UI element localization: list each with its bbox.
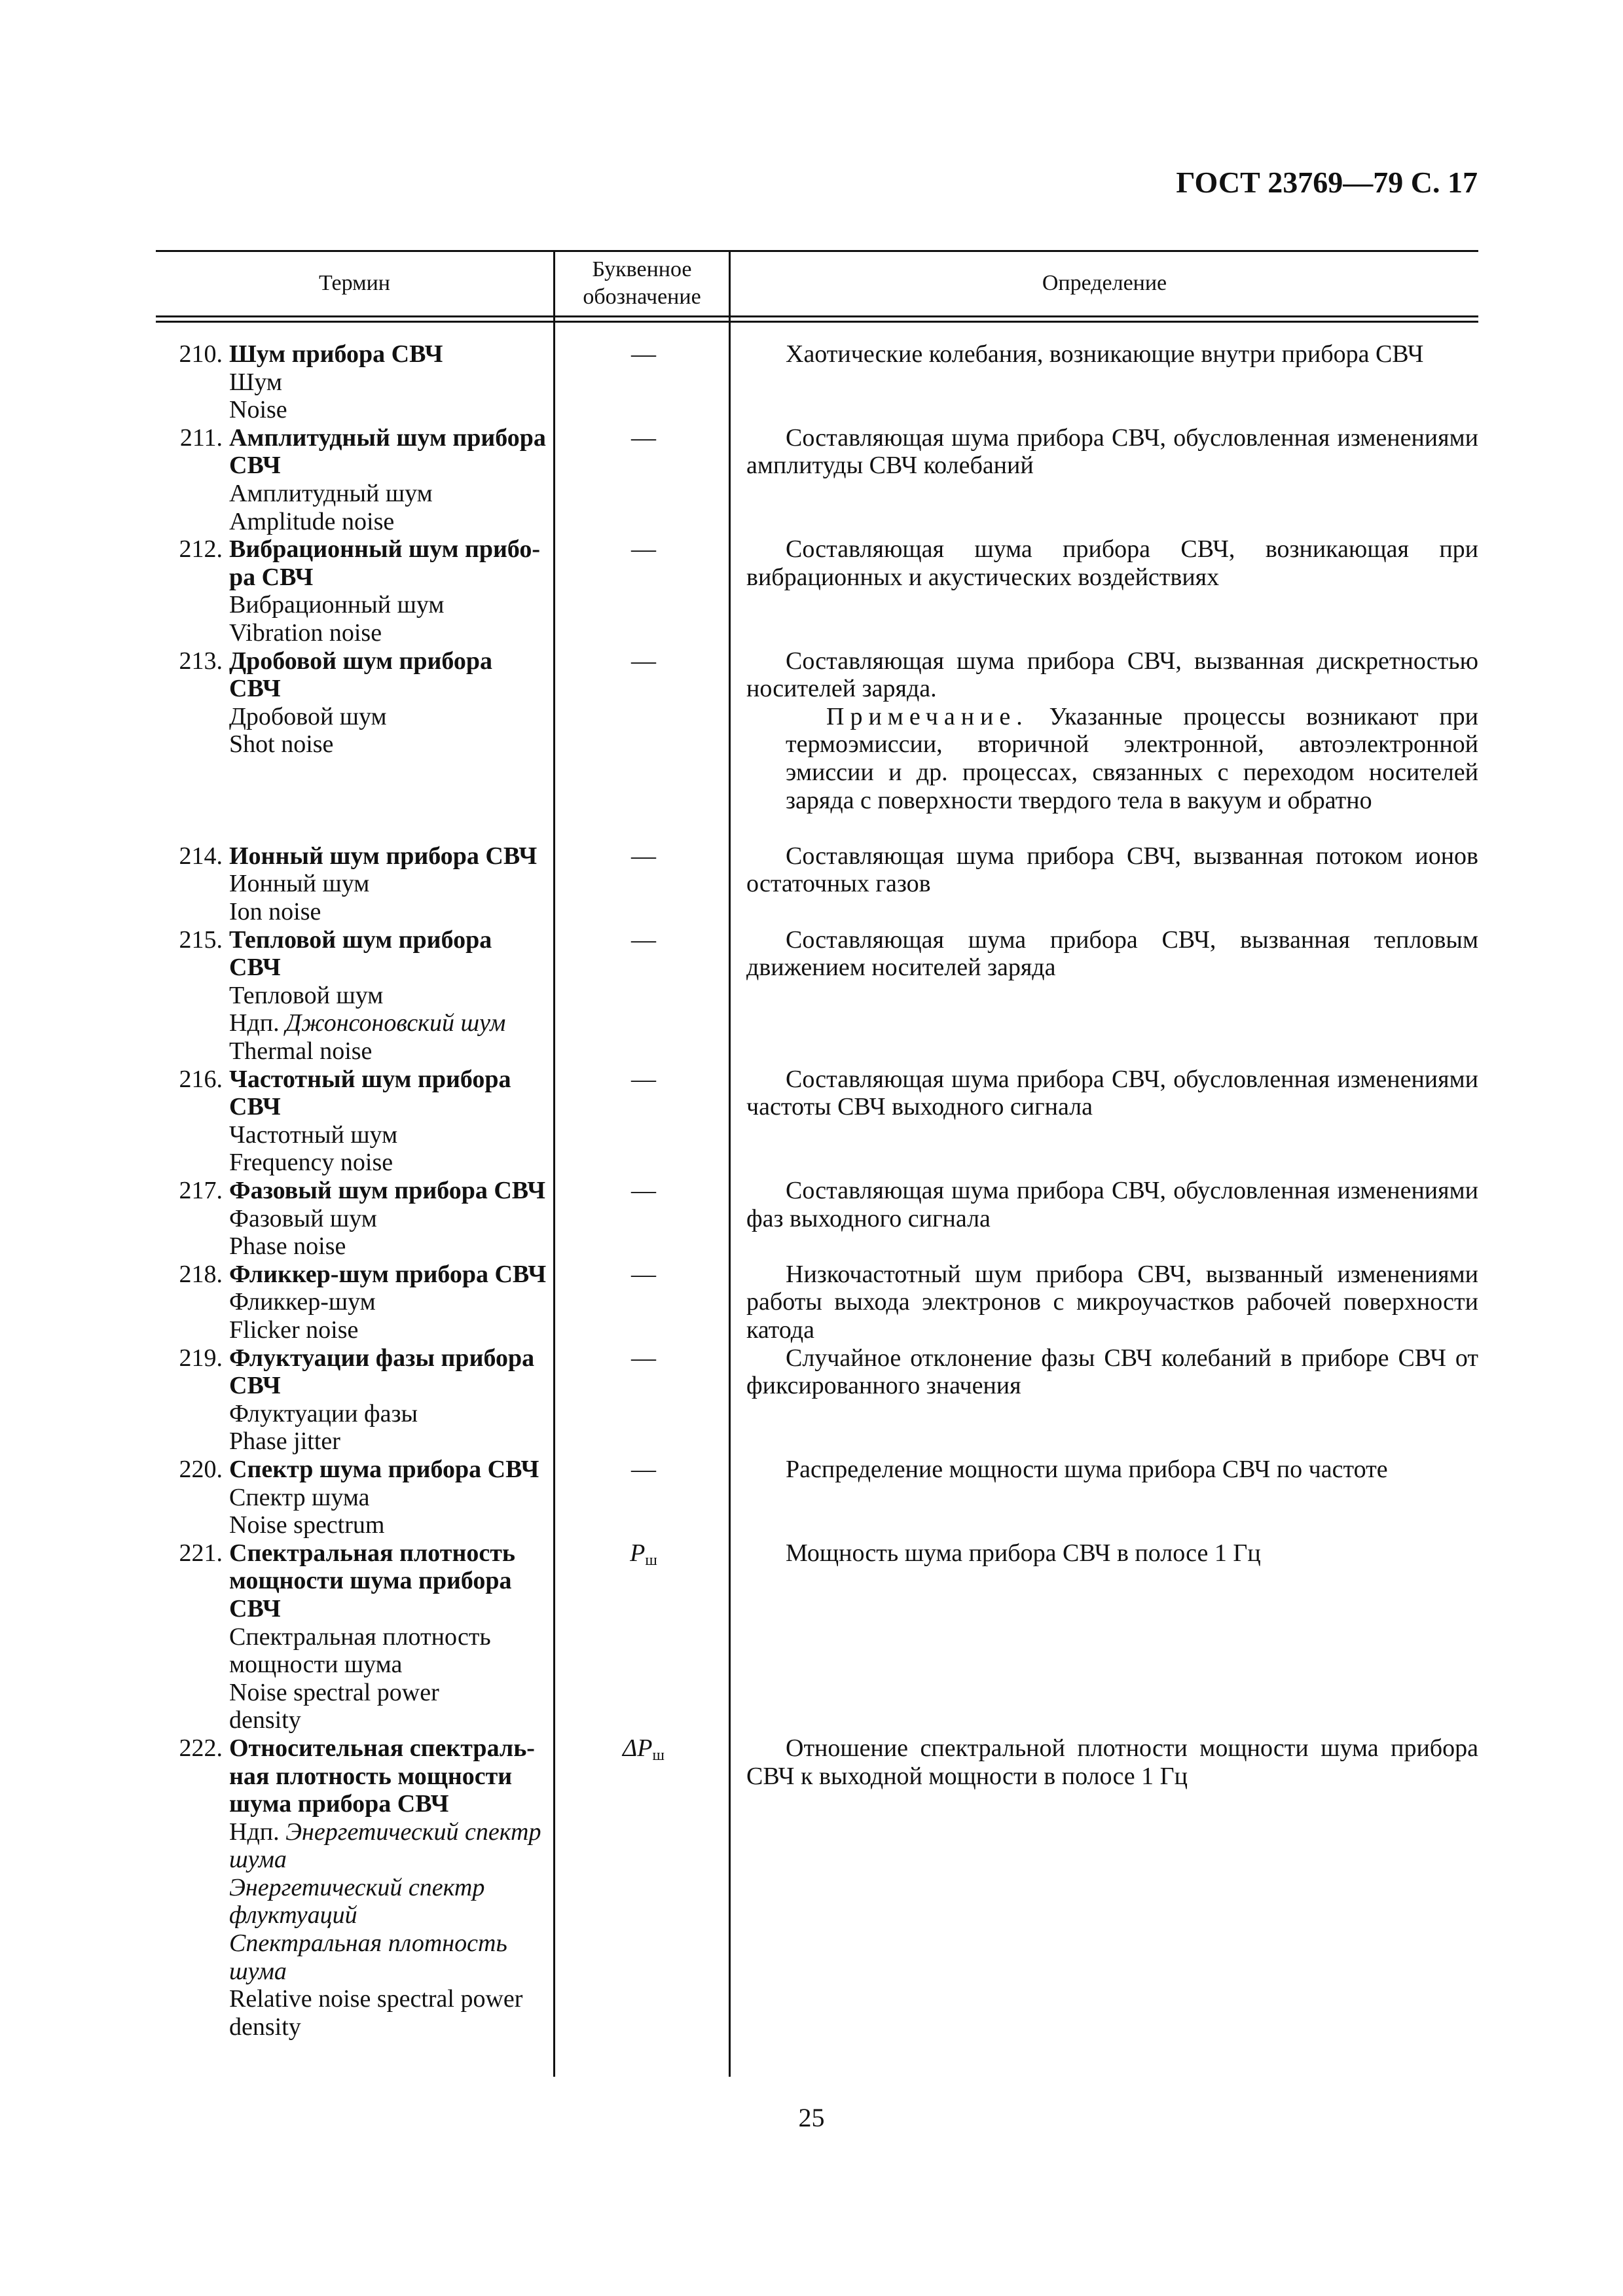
- column-header-symbol: [555, 252, 729, 314]
- table-header-rule-2: [156, 321, 1478, 323]
- term-line-text: Шум: [229, 368, 282, 396]
- term-number: 213.: [179, 647, 223, 675]
- term-cell: [156, 1344, 555, 1456]
- term-lines: [223, 424, 555, 535]
- term-cell: [156, 340, 555, 424]
- term-line-text: Фликкер-шум: [229, 1288, 376, 1316]
- symbol-cell: [555, 340, 732, 368]
- definition-text: Хаотические колебания, возникающие внутри прибора СВЧ: [786, 340, 1424, 368]
- symbol-cell: [555, 842, 732, 870]
- symbol-value: ΔP: [623, 1734, 653, 1762]
- table-row: [156, 1734, 1478, 2041]
- term-lines: [223, 1539, 555, 1734]
- definition-cell: [732, 1066, 1478, 1121]
- term-line-text: Ндп.: [229, 1818, 286, 1846]
- term-cell: [156, 926, 555, 1066]
- term-line-text: СВЧ: [229, 1093, 281, 1121]
- term-title: [229, 1456, 555, 1484]
- term-synonym: [229, 1818, 555, 1846]
- term-synonym: [229, 898, 555, 926]
- term-line-text: Flicker noise: [229, 1316, 359, 1344]
- column-header-term-label: Термин: [319, 270, 390, 295]
- term-line-text: Frequency noise: [229, 1149, 393, 1177]
- term-line-text: Флуктуации фазы прибора: [229, 1344, 535, 1372]
- term-title: [229, 1734, 555, 1763]
- term-line-text: Relative noise spectral power: [229, 1985, 523, 2013]
- term-line-text: шума прибора СВЧ: [229, 1790, 449, 1818]
- definition-text: Составляющая шума прибора СВЧ, обусловленная изменениями амплитуды СВЧ колебаний: [746, 423, 1478, 480]
- table-row: [156, 842, 1478, 926]
- table-row: [156, 535, 1478, 647]
- definition-text: Составляющая шума прибора СВЧ, вызванная тепловым движением носителей заряда: [746, 925, 1478, 982]
- term-cell: [156, 1734, 555, 2041]
- term-synonym: [229, 480, 555, 508]
- definition-cell: [732, 842, 1478, 898]
- symbol-value: P: [630, 1539, 646, 1567]
- symbol-value: —: [631, 1176, 656, 1204]
- term-line-text: Ионный шум: [229, 870, 370, 898]
- term-line-text: СВЧ: [229, 452, 281, 480]
- term-lines: [223, 1261, 555, 1344]
- term-line-text: Относительная спектраль-: [229, 1734, 535, 1762]
- term-synonym: [229, 1706, 555, 1734]
- column-header-term: [156, 252, 553, 314]
- term-deprecated: [229, 1874, 555, 1902]
- symbol-value: —: [631, 1344, 656, 1372]
- term-line-text: Дробовой шум прибора: [229, 647, 493, 675]
- definition-text: Составляющая шума прибора СВЧ, обусловленная изменениями фаз выходного сигнала: [746, 1176, 1478, 1232]
- term-line-text: Фликкер-шум прибора СВЧ: [229, 1260, 547, 1288]
- term-cell: [156, 1066, 555, 1177]
- definition-cell: [732, 1344, 1478, 1400]
- term-title: [229, 1177, 555, 1205]
- term-line-text: мощности шума прибора: [229, 1567, 512, 1595]
- term-line-text: Ндп.: [229, 1009, 286, 1037]
- definition-cell: [732, 1177, 1478, 1232]
- term-number: 222.: [179, 1734, 223, 1762]
- term-number: 210.: [179, 340, 223, 368]
- term-title: [229, 954, 555, 982]
- term-synonym: [229, 1121, 555, 1149]
- term-line-text: Вибрационный шум прибо-: [229, 535, 541, 564]
- term-title: [229, 1344, 555, 1372]
- table-row: [156, 1456, 1478, 1539]
- term-synonym: [229, 1623, 555, 1651]
- term-number: 219.: [179, 1344, 223, 1372]
- term-lines: [223, 842, 555, 926]
- table-row: [156, 1066, 1478, 1177]
- term-synonym: [229, 1232, 555, 1261]
- term-lines: [223, 535, 555, 647]
- symbol-value: —: [631, 842, 656, 870]
- table-row: [156, 1261, 1478, 1344]
- term-line-text: СВЧ: [229, 675, 281, 703]
- term-synonym: [229, 591, 555, 619]
- symbol-value: —: [631, 925, 656, 954]
- term-line-text: ра СВЧ: [229, 563, 314, 591]
- term-line-text: шума: [229, 1957, 287, 1985]
- page-number: 25: [798, 2103, 825, 2132]
- definition-text: Распределение мощности шума прибора СВЧ по частоте: [786, 1455, 1388, 1483]
- term-synonym: [229, 1651, 555, 1679]
- term-line-text: Спектральная плотность: [229, 1539, 515, 1567]
- term-line-text: Phase jitter: [229, 1427, 340, 1456]
- term-line-text: СВЧ: [229, 954, 281, 982]
- term-synonym: [229, 619, 555, 647]
- term-line-text: Амплитудный шум прибора: [229, 423, 546, 452]
- term-title: [229, 1790, 555, 1818]
- term-synonym: [229, 1484, 555, 1512]
- term-synonym: [229, 1679, 555, 1707]
- symbol-cell: [555, 535, 732, 564]
- table-body: [156, 340, 1478, 2041]
- symbol-value: —: [631, 1065, 656, 1093]
- symbol-cell: [555, 1734, 732, 1770]
- term-deprecated-text: Джонсоновский шум: [285, 1009, 506, 1037]
- term-number: 221.: [179, 1539, 223, 1567]
- symbol-cell: [555, 1177, 732, 1205]
- definition-note: [786, 703, 1478, 814]
- term-cell: [156, 842, 555, 926]
- term-cell: [156, 1177, 555, 1261]
- table-row: [156, 1539, 1478, 1734]
- term-line-text: Спектр шума: [229, 1483, 370, 1511]
- term-number: 220.: [179, 1455, 223, 1483]
- symbol-value: —: [631, 1455, 656, 1483]
- term-deprecated: [229, 1901, 555, 1929]
- term-line-text: Спектральная плотность: [229, 1929, 507, 1958]
- term-line-text: Phase noise: [229, 1232, 346, 1261]
- term-title: [229, 1763, 555, 1791]
- note-text: Указанные процессы возникают при термоэмиссии, вторичной электронной, автоэлектронной эмиссии и др. процессах, связанных с переходом носителей заряда с поверхности твердого тела в вакуум и обратно: [786, 702, 1478, 814]
- term-line-text: Вибрационный шум: [229, 591, 445, 619]
- column-header-definition: [731, 252, 1478, 314]
- term-lines: [223, 1066, 555, 1177]
- term-title: [229, 647, 555, 675]
- term-line-text: Частотный шум: [229, 1121, 398, 1149]
- term-synonym: [229, 1985, 555, 2013]
- term-deprecated-text: Энергетический спектр: [285, 1818, 541, 1846]
- definition-cell: [732, 1539, 1478, 1568]
- term-cell: [156, 535, 555, 647]
- definition-cell: [732, 1456, 1478, 1484]
- term-synonym: [229, 1037, 555, 1066]
- term-line-text: Спектр шума прибора СВЧ: [229, 1455, 539, 1483]
- definition-cell: [732, 535, 1478, 591]
- definition-cell: [732, 1734, 1478, 1790]
- symbol-cell: [555, 1066, 732, 1094]
- term-synonym: [229, 1205, 555, 1233]
- term-line-text: density: [229, 1706, 301, 1734]
- term-line-text: СВЧ: [229, 1372, 281, 1400]
- term-line-text: Ионный шум прибора СВЧ: [229, 842, 538, 870]
- symbol-subscript: ш: [652, 1746, 665, 1764]
- term-line-text: Спектральная плотность: [229, 1623, 491, 1651]
- table-row: [156, 1177, 1478, 1261]
- term-line-text: СВЧ: [229, 1594, 281, 1623]
- symbol-cell: [555, 926, 732, 954]
- term-line-text: Noise: [229, 396, 287, 424]
- term-cell: [156, 647, 555, 759]
- term-title: [229, 340, 555, 368]
- definition-text: Низкочастотный шум прибора СВЧ, вызванный изменениями работы выхода электронов с микроучастков рабочей поверхности катода: [746, 1260, 1478, 1344]
- term-synonym: [229, 703, 555, 731]
- term-cell: [156, 1539, 555, 1734]
- term-lines: [223, 1734, 555, 2041]
- term-title: [229, 424, 555, 452]
- term-number: 218.: [179, 1260, 223, 1288]
- term-line-text: Фазовый шум: [229, 1204, 377, 1232]
- term-line-text: Amplitude noise: [229, 507, 395, 535]
- symbol-cell: [555, 1539, 732, 1575]
- term-synonym: [229, 2013, 555, 2041]
- term-number: 214.: [179, 842, 223, 870]
- term-line-text: мощности шума: [229, 1651, 403, 1679]
- term-title: [229, 926, 555, 954]
- definition-cell: [732, 340, 1478, 368]
- table-row: [156, 926, 1478, 1066]
- term-line-text: Флуктуации фазы: [229, 1399, 418, 1427]
- term-synonym: [229, 1316, 555, 1344]
- term-synonym: [229, 1400, 555, 1428]
- term-synonym: [229, 870, 555, 898]
- table-row: [156, 1344, 1478, 1456]
- definition-text: Составляющая шума прибора СВЧ, вызванная потоком ионов остаточных газов: [746, 842, 1478, 898]
- page-header: ГОСТ 23769—79 С. 17: [1176, 166, 1478, 199]
- term-synonym: [229, 1288, 555, 1316]
- term-line-text: Частотный шум прибора: [229, 1065, 511, 1093]
- term-synonym: [229, 368, 555, 397]
- column-header-definition-label: Определение: [1042, 270, 1167, 295]
- table-row: [156, 647, 1478, 842]
- term-synonym: [229, 982, 555, 1010]
- term-lines: [223, 1344, 555, 1456]
- definition-text: Составляющая шума прибора СВЧ, вызванная дискретностью носителей заряда.: [746, 647, 1478, 703]
- term-line-text: Thermal noise: [229, 1037, 373, 1065]
- column-header-symbol-line1: Буквенное: [592, 257, 692, 281]
- term-synonym: [229, 730, 555, 759]
- term-deprecated: [229, 1929, 555, 1958]
- term-synonym: [229, 396, 555, 424]
- term-title: [229, 842, 555, 870]
- symbol-cell: [555, 424, 732, 452]
- definition-cell: [732, 926, 1478, 982]
- term-lines: [223, 647, 555, 759]
- term-line-text: Энергетический спектр: [229, 1873, 485, 1901]
- term-title: [229, 1595, 555, 1623]
- term-number: 217.: [179, 1176, 223, 1204]
- term-title: [229, 452, 555, 480]
- definition-text: Мощность шума прибора СВЧ в полосе 1 Гц: [786, 1539, 1261, 1567]
- definition-cell: [732, 647, 1478, 815]
- term-line-text: Шум прибора СВЧ: [229, 340, 443, 368]
- term-cell: [156, 1456, 555, 1539]
- symbol-cell: [555, 1261, 732, 1289]
- term-title: [229, 535, 555, 564]
- term-line-text: density: [229, 2013, 301, 2041]
- symbol-cell: [555, 1456, 732, 1484]
- term-cell: [156, 424, 555, 535]
- term-number: 212.: [179, 535, 223, 564]
- term-line-text: Noise spectral power: [229, 1678, 439, 1706]
- term-lines: [223, 1177, 555, 1261]
- term-synonym: [229, 1009, 555, 1037]
- term-title: [229, 1539, 555, 1568]
- term-line-text: Shot noise: [229, 730, 334, 759]
- term-line-text: флуктуаций: [229, 1901, 357, 1929]
- term-title: [229, 1261, 555, 1289]
- symbol-value: —: [631, 340, 656, 368]
- term-line-text: Vibration noise: [229, 619, 382, 647]
- term-title: [229, 675, 555, 703]
- term-line-text: ная плотность мощности: [229, 1762, 513, 1790]
- term-number: 211.: [179, 423, 223, 452]
- term-synonym: [229, 508, 555, 536]
- symbol-value: —: [631, 1260, 656, 1288]
- symbol-value: —: [631, 647, 656, 675]
- table-row: [156, 424, 1478, 535]
- term-number: 215.: [179, 925, 223, 954]
- term-line-text: Noise spectrum: [229, 1511, 385, 1539]
- note-label: Примечание.: [826, 702, 1029, 730]
- term-lines: [223, 926, 555, 1066]
- term-number: 216.: [179, 1065, 223, 1093]
- table-row: [156, 340, 1478, 424]
- term-title: [229, 564, 555, 592]
- term-synonym: [229, 1511, 555, 1539]
- term-line-text: Амплитудный шум: [229, 479, 433, 507]
- symbol-value: —: [631, 423, 656, 452]
- term-line-text: шума: [229, 1846, 287, 1874]
- symbol-subscript: ш: [645, 1551, 657, 1569]
- column-header-symbol-line2: обозначение: [583, 284, 701, 309]
- term-line-text: Ion noise: [229, 897, 321, 925]
- symbol-cell: [555, 1344, 732, 1372]
- term-title: [229, 1372, 555, 1400]
- term-synonym: [229, 1427, 555, 1456]
- term-line-text: Фазовый шум прибора СВЧ: [229, 1176, 546, 1204]
- term-line-text: Тепловой шум прибора: [229, 925, 492, 954]
- term-line-text: Тепловой шум: [229, 981, 384, 1009]
- term-synonym: [229, 1149, 555, 1177]
- definition-cell: [732, 424, 1478, 480]
- symbol-value: —: [631, 535, 656, 564]
- term-lines: [223, 1456, 555, 1539]
- term-title: [229, 1066, 555, 1094]
- table-header-rule-1: [156, 315, 1478, 317]
- term-title: [229, 1093, 555, 1121]
- term-deprecated: [229, 1846, 555, 1874]
- term-cell: [156, 1261, 555, 1344]
- definition-text: Отношение спектральной плотности мощности шума прибора СВЧ к выходной мощности в полосе 1 Гц: [746, 1734, 1478, 1790]
- definition-text: Случайное отклонение фазы СВЧ колебаний в приборе СВЧ от фиксированного значения: [746, 1344, 1478, 1400]
- symbol-cell: [555, 647, 732, 675]
- definition-text: Составляющая шума прибора СВЧ, возникающая при вибрационных и акустических воздействиях: [746, 535, 1478, 591]
- term-line-text: Дробовой шум: [229, 702, 387, 730]
- definition-text: Составляющая шума прибора СВЧ, обусловленная изменениями частоты СВЧ выходного сигнала: [746, 1065, 1478, 1121]
- term-lines: [223, 340, 555, 424]
- term-deprecated: [229, 1958, 555, 1986]
- term-title: [229, 1567, 555, 1595]
- definition-cell: [732, 1261, 1478, 1344]
